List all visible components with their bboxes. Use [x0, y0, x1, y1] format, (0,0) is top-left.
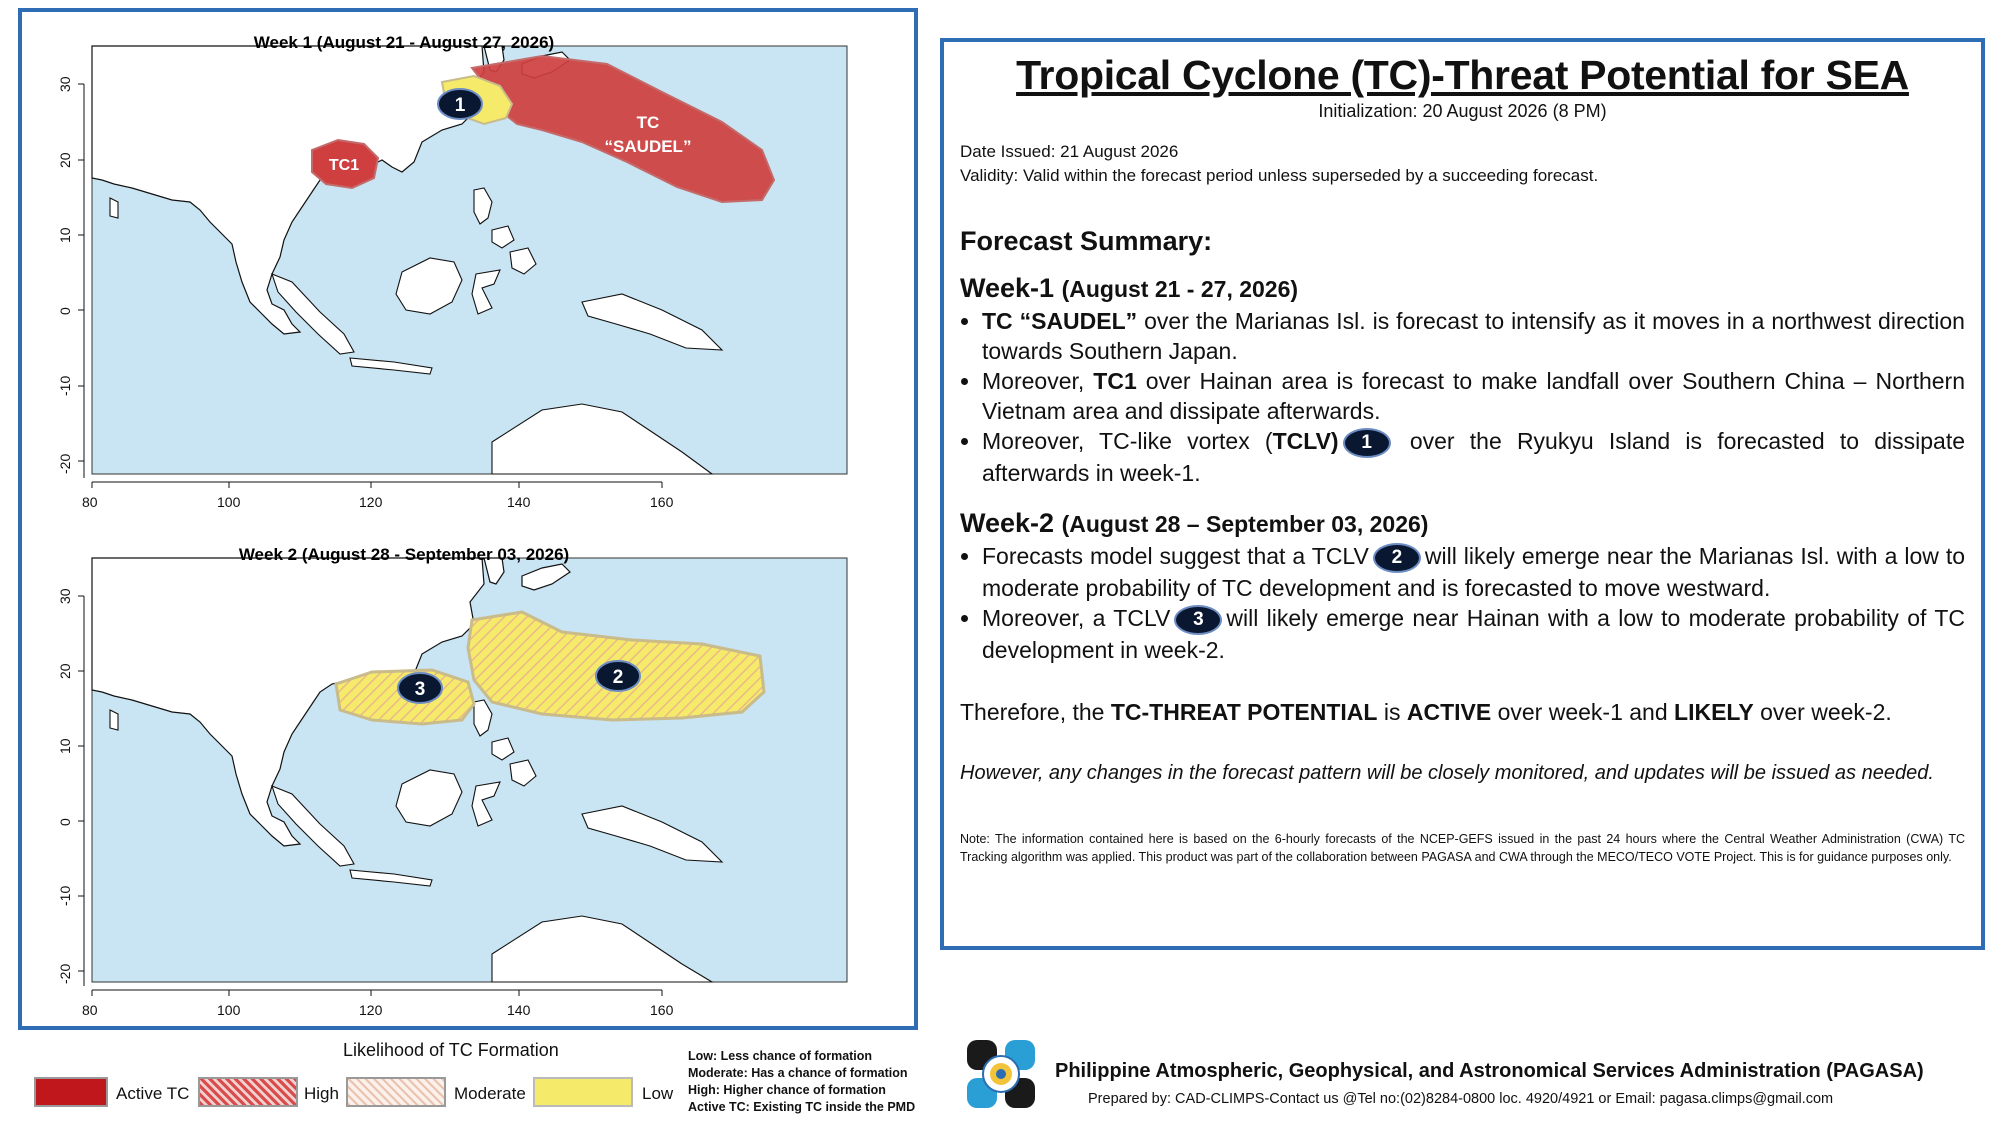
week2-b1-text: will likely emerge near the Marianas Isl. with a low to moderate probability of TC development and is forecasted to move westward.	[982, 542, 1965, 601]
date-issued: Date Issued: 21 August 2026	[960, 142, 1179, 161]
map1-xtick: 120	[359, 494, 383, 510]
map1-xtick: 140	[507, 494, 531, 510]
list-item	[982, 306, 1965, 366]
legend-label-moderate: Moderate	[454, 1084, 526, 1103]
legend-note: Active TC: Existing TC inside the PMD	[688, 1100, 916, 1114]
map2-ytick: -10	[57, 885, 73, 906]
initialization: Initialization: 20 August 2026 (8 PM)	[1318, 101, 1607, 121]
tclv-badge-1: 1	[1343, 428, 1391, 458]
week2-b2-pre: Moreover, a TCLV	[982, 604, 1171, 631]
week1-b3-text: over the Ryukyu Island is forecasted to dissipate afterwards in week-1.	[982, 428, 1966, 486]
map2-ytick: -20	[57, 963, 73, 984]
week1-b3-pre: Moreover, TC-like vortex (	[982, 428, 1273, 454]
week1-dates: (August 21 - 27, 2026)	[1061, 276, 1299, 302]
legend-swatch-moderate	[346, 1077, 446, 1107]
legend-label-low: Low	[642, 1084, 674, 1103]
legend-notes	[688, 1048, 915, 1116]
list-item	[982, 366, 1965, 426]
map2-tclv3-label: 3	[414, 679, 426, 700]
map2-ytick: 0	[57, 818, 73, 826]
map2-xtick: 80	[82, 1002, 98, 1018]
list-item	[982, 541, 1965, 603]
therefore-active: ACTIVE	[1406, 698, 1492, 725]
however-statement: However, any changes in the forecast pattern will be closely monitored, and updates will be issued as needed.	[960, 761, 1934, 784]
week2-bullets	[960, 541, 1965, 665]
note-label: Note:	[960, 831, 990, 846]
therefore-text: Therefore, the	[960, 698, 1111, 725]
list-item	[982, 603, 1965, 665]
map2-ytick: 30	[57, 588, 73, 604]
footer-contact: Prepared by: CAD-CLIMPS-Contact us @Tel no:(02)8284-0800 loc. 4920/4921 or Email: pagasa.climps@gmail.com	[1088, 1091, 1834, 1107]
validity: Validity: Valid within the forecast period unless superseded by a succeeding forecast.	[960, 166, 1599, 185]
map-panel	[18, 8, 918, 1030]
week1-b1-bold: TC “SAUDEL”	[982, 308, 1138, 334]
week2-dates: (August 28 – September 03, 2026)	[1061, 510, 1429, 537]
therefore-threat: TC-THREAT POTENTIAL	[1110, 698, 1378, 725]
map2-xtick: 160	[650, 1002, 674, 1018]
map1-ytick: -10	[57, 375, 73, 396]
list-item	[982, 426, 1965, 488]
week2-b2-text: will likely emerge near Hainan with a low to moderate probability of TC development in week-2.	[982, 604, 1965, 663]
week1-heading	[960, 273, 1965, 304]
legend-title: Likelihood of TC Formation	[343, 1040, 559, 1060]
map2-xtick-labels	[82, 1002, 674, 1018]
summary-heading: Forecast Summary:	[960, 226, 1213, 256]
legend-note: Low: Less chance of formation	[688, 1049, 873, 1063]
week1-b2-text: over Hainan area is forecast to make landfall over Southern China – Northern Vietnam area and dissipate afterwards.	[982, 368, 1965, 424]
map1-tclv1-label: 1	[454, 95, 466, 116]
note-text: The information contained here is based on the 6-hourly forecasts of the NCEP-GEFS issued in the past 24 hours where the Central Weather Administration (CWA) TC Tracking algorithm was applied. This product was part of the collaboration between PAGASA and CWA through the MECO/TECO VOTE Project. This is for guidance purposes only.	[960, 831, 1965, 864]
map2-xtick: 100	[217, 1002, 241, 1018]
map2-xtick: 120	[359, 1002, 383, 1018]
legend-note: Moderate: Has a chance of formation	[688, 1066, 908, 1080]
map1-xtick: 80	[82, 494, 98, 510]
map1-land-srilanka	[110, 198, 118, 218]
legend-label-active: Active TC	[116, 1084, 190, 1103]
week1-b2-pre: Moreover,	[982, 368, 1094, 394]
map1-saudel-label-2: “SAUDEL”	[604, 137, 692, 156]
page-title: Tropical Cyclone (TC)-Threat Potential for SEA	[1016, 52, 1909, 98]
week2-b1-pre: Forecasts model suggest that a TCLV	[982, 542, 1369, 569]
week2-label: Week-2	[960, 507, 1055, 538]
week1-b3-bold: TCLV)	[1272, 428, 1339, 454]
tclv-badge-3: 3	[1174, 605, 1222, 635]
map2-tclv2-label: 2	[612, 667, 624, 688]
legend-note: High: Higher chance of formation	[688, 1083, 886, 1097]
therefore-text: over week-2.	[1753, 698, 1892, 725]
map1-ytick: -20	[57, 453, 73, 474]
legend-swatch-high	[198, 1077, 298, 1107]
legend	[28, 1040, 928, 1120]
map1-ytick: 10	[57, 227, 73, 243]
map1-saudel-label-1: TC	[636, 113, 660, 132]
map1-xtick: 100	[217, 494, 241, 510]
tclv-badge-2: 2	[1373, 543, 1421, 573]
issue-meta	[960, 140, 1965, 188]
map1-ytick: 20	[57, 152, 73, 168]
therefore-text: is	[1377, 698, 1407, 725]
therefore-likely: LIKELY	[1674, 698, 1754, 725]
map1-tc1-label: TC1	[328, 157, 360, 174]
pagasa-logo	[965, 1038, 1037, 1110]
map2-title: Week 2 (August 28 - September 03, 2026)	[238, 545, 570, 564]
therefore-text: over week-1 and	[1491, 698, 1675, 725]
map1-title: Week 1 (August 21 - August 27, 2026)	[253, 33, 555, 52]
note	[960, 830, 1965, 866]
map-week1	[57, 46, 847, 510]
maps-svg	[22, 12, 914, 1026]
map-week2	[57, 558, 847, 1018]
week1-label: Week-1	[960, 273, 1055, 303]
map1-xtick: 160	[650, 494, 674, 510]
map1-ytick: 30	[57, 76, 73, 92]
week1-bullets	[960, 306, 1965, 488]
map2-ytick: 20	[57, 663, 73, 679]
map1-ytick-labels	[57, 76, 73, 474]
map2-ytick: 10	[57, 738, 73, 754]
therefore-statement	[960, 699, 1965, 726]
week1-b2-bold: TC1	[1093, 368, 1137, 394]
map1-xtick-labels	[82, 494, 674, 510]
map2-xtick: 140	[507, 1002, 531, 1018]
week2-heading	[960, 508, 1965, 539]
map2-ytick-labels	[57, 588, 73, 984]
legend-label-high: High	[304, 1084, 339, 1103]
map1-ytick: 0	[57, 307, 73, 315]
legend-swatch-active	[34, 1077, 108, 1107]
map2-land-srilanka	[110, 710, 118, 730]
footer-org: Philippine Atmospheric, Geophysical, and Astronomical Services Administration (PAGASA)	[1055, 1060, 1924, 1082]
forecast-panel	[940, 38, 1985, 950]
week1-b1-text: over the Marianas Isl. is forecast to intensify as it moves in a northwest direction towards Southern Japan.	[982, 308, 1965, 364]
legend-swatch-low	[533, 1077, 633, 1107]
